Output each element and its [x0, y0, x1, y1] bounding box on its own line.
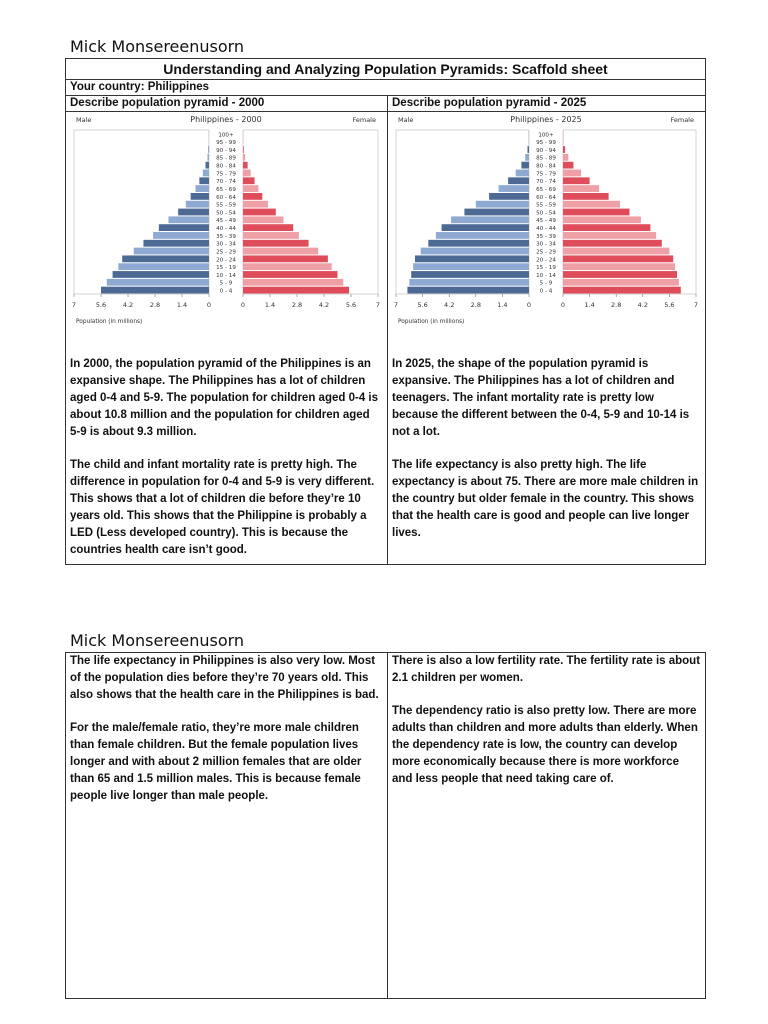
x-tick-label: 0: [206, 301, 212, 309]
male-bar: [169, 216, 210, 223]
left-paragraph-2: The child and infant mortality rate is pretty high. The difference in population for 0-4 and 5-9 is very different. This shows that a lot of children die before they’re 10 years old. This shows that the Philippine is probably a LED (Less developed country). This is because the countries health care isn’t good.: [70, 459, 375, 556]
x-tick-label: 5.6: [417, 301, 428, 309]
male-bar: [499, 185, 529, 192]
age-group-label: 40 - 44: [216, 226, 236, 233]
right-description-cell: [388, 112, 706, 565]
author-name-bottom: Mick Monsereenusorn: [70, 631, 245, 650]
age-group-label: 70 - 74: [216, 179, 236, 186]
male-bar: [101, 287, 209, 294]
male-bar: [428, 240, 529, 247]
male-bar: [118, 263, 209, 270]
female-bar: [243, 216, 284, 223]
analysis-right-paragraph-1: There is also a low fertility rate. The fertility rate is about 2.1 children per women.: [392, 655, 701, 684]
age-group-label: 50 - 54: [216, 210, 236, 217]
age-group-label: 100+: [538, 132, 554, 139]
age-group-label: 0 - 4: [219, 288, 233, 295]
pyramid-chart-2025: [392, 112, 702, 342]
x-tick-label: 0: [526, 301, 532, 309]
sheet-title: Understanding and Analyzing Population Pyramids: Scaffold sheet: [66, 59, 706, 80]
chart-female-label: Female: [670, 116, 694, 124]
age-group-label: 10 - 14: [216, 272, 236, 279]
female-bar: [563, 185, 599, 192]
x-tick-label: 1.4: [176, 301, 188, 309]
male-bar: [191, 193, 209, 200]
age-group-label: 80 - 84: [536, 163, 556, 170]
female-bar: [243, 224, 293, 231]
chart-female-label: Female: [352, 116, 376, 124]
age-group-label: 25 - 29: [536, 249, 556, 256]
female-bar: [563, 287, 681, 294]
age-group-label: 0 - 4: [539, 288, 553, 295]
age-group-label: 10 - 14: [536, 272, 556, 279]
female-bar: [243, 279, 343, 286]
age-group-label: 30 - 34: [216, 241, 236, 248]
pyramid-chart-2000: [70, 112, 384, 342]
left-paragraph-1: In 2000, the population pyramid of the Philippines is an expansive shape. The Philippines has a lot of children aged 0-4 and 5-9. The population for children aged 0-4 is about 10.8 million and the population for children aged 5-9 is about 9.3 million.: [70, 358, 378, 438]
female-bar: [563, 170, 581, 177]
female-bar: [563, 138, 564, 145]
male-bar: [203, 170, 209, 177]
male-bar: [527, 146, 529, 153]
chart-male-label: Male: [398, 116, 414, 124]
male-bar: [421, 248, 529, 255]
female-bar: [243, 232, 299, 239]
age-group-label: 75 - 79: [536, 171, 556, 178]
male-bar: [413, 263, 529, 270]
age-group-label: 65 - 69: [536, 186, 556, 193]
age-group-label: 15 - 19: [536, 265, 556, 272]
analysis-left-cell: [66, 653, 388, 999]
female-bar: [563, 232, 656, 239]
male-bar: [134, 248, 209, 255]
female-bar: [563, 209, 630, 216]
female-bar: [243, 271, 338, 278]
male-bar: [442, 224, 529, 231]
female-bar: [563, 193, 609, 200]
age-group-label: 25 - 29: [216, 249, 236, 256]
male-bar: [159, 224, 209, 231]
male-bar: [516, 170, 529, 177]
x-tick-label: 7: [71, 301, 77, 309]
male-bar: [415, 255, 529, 262]
male-bar: [451, 216, 529, 223]
chart-male-label: Male: [76, 116, 92, 124]
age-group-label: 70 - 74: [536, 179, 556, 186]
female-bar: [563, 263, 675, 270]
x-tick-label: 4.2: [318, 301, 330, 309]
country-line: Your country: Philippines: [66, 80, 706, 96]
age-group-label: 85 - 89: [216, 155, 236, 162]
female-bar: [243, 154, 245, 161]
female-bar: [243, 263, 332, 270]
female-bar: [243, 248, 318, 255]
age-group-label: 75 - 79: [216, 171, 236, 178]
female-bar: [563, 224, 650, 231]
male-bar: [207, 154, 209, 161]
male-bar: [178, 209, 209, 216]
chart-title: Philippines - 2000: [190, 115, 262, 124]
pyramid-2000-wrap: [70, 112, 383, 342]
x-tick-label: 5.6: [345, 301, 357, 309]
age-group-label: 60 - 64: [216, 194, 236, 201]
left-description-cell: [66, 112, 388, 565]
female-bar: [563, 154, 568, 161]
female-bar: [243, 170, 251, 177]
female-bar: [243, 201, 268, 208]
female-bar: [563, 279, 679, 286]
female-bar: [563, 216, 641, 223]
age-group-label: 30 - 34: [536, 241, 556, 248]
x-tick-label: 7: [393, 301, 399, 309]
age-group-label: 65 - 69: [216, 186, 236, 193]
male-bar: [107, 279, 209, 286]
age-group-label: 95 - 99: [536, 140, 556, 147]
analysis-left-paragraph-2: For the male/female ratio, they’re more male children than female children. But the female population lives longer and with about 2 million females that are older than 65 and 1.5 million males. This is because female people live longer than male people.: [70, 722, 362, 802]
age-group-label: 45 - 49: [536, 218, 556, 225]
right-header: Describe population pyramid - 2025: [388, 96, 706, 112]
x-tick-label: 7: [375, 301, 381, 309]
male-bar: [407, 287, 529, 294]
age-group-label: 90 - 94: [536, 147, 556, 154]
age-group-label: 45 - 49: [216, 218, 236, 225]
age-group-label: 35 - 39: [216, 233, 236, 240]
female-bar: [243, 185, 258, 192]
age-group-label: 85 - 89: [536, 155, 556, 162]
scaffold-table: [65, 58, 706, 565]
male-bar: [206, 162, 209, 169]
male-bar: [153, 232, 209, 239]
analysis-table: [65, 652, 706, 999]
female-bar: [563, 240, 662, 247]
x-tick-label: 1.4: [264, 301, 276, 309]
age-group-label: 20 - 24: [216, 257, 236, 264]
female-bar: [563, 271, 677, 278]
male-bar: [409, 279, 529, 286]
author-name-top: Mick Monsereenusorn: [70, 37, 245, 56]
male-bar: [196, 185, 210, 192]
female-bar: [243, 255, 328, 262]
x-tick-label: 1.4: [584, 301, 595, 309]
female-bar: [243, 287, 349, 294]
x-tick-label: 4.2: [444, 301, 455, 309]
female-bar: [563, 248, 669, 255]
male-bar: [411, 271, 529, 278]
x-tick-label: 7: [693, 301, 699, 309]
x-axis-label: Population (in millions): [76, 319, 143, 325]
age-group-label: 50 - 54: [536, 210, 556, 217]
x-tick-label: 5.6: [664, 301, 675, 309]
age-group-label: 100+: [218, 132, 234, 139]
male-bar: [113, 271, 209, 278]
right-paragraph-2: The life expectancy is also pretty high. The life expectancy is about 75. There are more male children in the country but older female in the country. This shows that the health care is good and people can live longer lives.: [392, 459, 699, 539]
male-bar: [143, 240, 209, 247]
age-group-label: 20 - 24: [536, 257, 556, 264]
analysis-right-paragraph-2: The dependency ratio is also pretty low. There are more adults than children and more adults than elderly. When the dependency rate is low, the country can develop more economically because there is more workforce and less people that need taking care of.: [392, 705, 698, 785]
analysis-right-cell: [388, 653, 706, 999]
age-group-label: 80 - 84: [216, 163, 236, 170]
female-bar: [563, 255, 673, 262]
female-bar: [243, 193, 262, 200]
female-bar: [243, 146, 244, 153]
male-bar: [186, 201, 209, 208]
female-bar: [243, 240, 309, 247]
age-group-label: 55 - 59: [536, 202, 556, 209]
male-bar: [521, 162, 529, 169]
female-bar: [563, 177, 590, 184]
x-tick-label: 1.4: [497, 301, 508, 309]
age-group-label: 5 - 9: [539, 280, 553, 287]
age-group-label: 15 - 19: [216, 265, 236, 272]
female-bar: [243, 162, 248, 169]
x-tick-label: 5.6: [95, 301, 107, 309]
chart-title: Philippines - 2025: [510, 115, 582, 124]
male-bar: [208, 146, 209, 153]
female-bar: [563, 146, 565, 153]
male-bar: [464, 209, 529, 216]
male-bar: [436, 232, 529, 239]
female-bar: [563, 201, 620, 208]
age-group-label: 35 - 39: [536, 233, 556, 240]
male-bar: [476, 201, 529, 208]
pyramid-2025-wrap: [392, 112, 701, 342]
age-group-label: 60 - 64: [536, 194, 556, 201]
x-tick-label: 2.8: [611, 301, 622, 309]
age-group-label: 90 - 94: [216, 147, 236, 154]
male-bar: [525, 154, 529, 161]
x-tick-label: 4.2: [122, 301, 134, 309]
x-tick-label: 2.8: [149, 301, 161, 309]
x-tick-label: 0: [560, 301, 566, 309]
analysis-left-paragraph-1: The life expectancy in Philippines is also very low. Most of the population dies before they’re 70 years old. This also shows that the health care in the Philippines is bad.: [70, 655, 379, 701]
left-header: Describe population pyramid - 2000: [66, 96, 388, 112]
age-group-label: 55 - 59: [216, 202, 236, 209]
male-bar: [508, 177, 529, 184]
female-bar: [243, 177, 255, 184]
male-bar: [122, 255, 209, 262]
male-bar: [199, 177, 209, 184]
x-tick-label: 2.8: [291, 301, 303, 309]
male-bar: [489, 193, 529, 200]
right-paragraph-1: In 2025, the shape of the population pyramid is expansive. The Philippines has a lot of children and teenagers. The infant mortality rate is pretty low because the different between the 0-4, 5-9 and 10-14 is not a lot.: [392, 358, 690, 438]
age-group-label: 5 - 9: [219, 280, 233, 287]
x-tick-label: 4.2: [637, 301, 648, 309]
x-axis-label: Population (in millions): [398, 319, 465, 325]
age-group-label: 95 - 99: [216, 140, 236, 147]
female-bar: [563, 162, 573, 169]
age-group-label: 40 - 44: [536, 226, 556, 233]
x-tick-label: 2.8: [470, 301, 481, 309]
x-tick-label: 0: [240, 301, 246, 309]
female-bar: [243, 209, 276, 216]
